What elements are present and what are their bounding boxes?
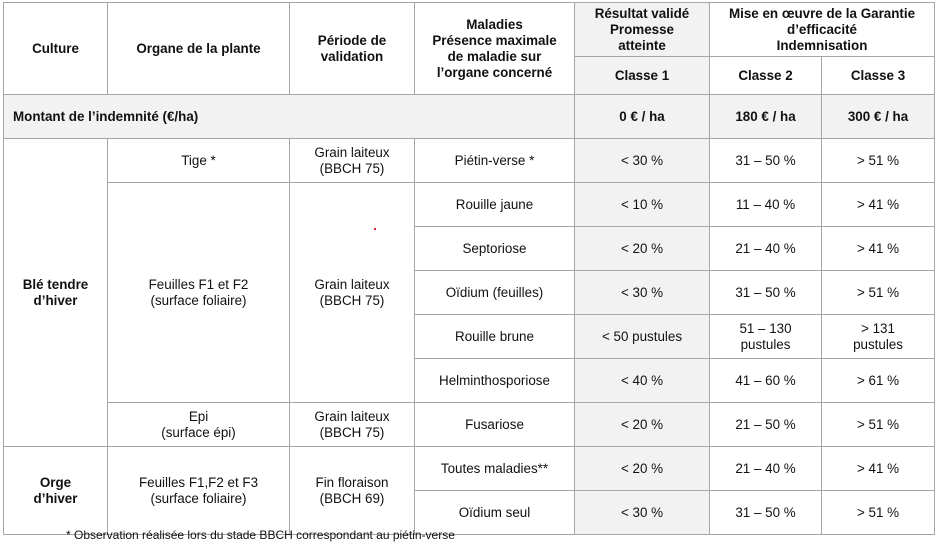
classe-2-value: 11 – 40 % bbox=[710, 183, 822, 227]
classe-3-value: > 51 % bbox=[822, 491, 935, 535]
classe-1-value: < 30 % bbox=[575, 491, 710, 535]
classe-1-value: < 40 % bbox=[575, 359, 710, 403]
classe-3-value: > 61 % bbox=[822, 359, 935, 403]
table-row bbox=[4, 139, 935, 183]
crop-ble: Blé tendre d’hiver bbox=[4, 139, 108, 447]
disease-name: Oïdium (feuilles) bbox=[415, 271, 575, 315]
period-grain-laiteux: Grain laiteux (BBCH 75) bbox=[290, 403, 415, 447]
classe-2-value: 21 – 40 % bbox=[710, 227, 822, 271]
classe-2-value: 41 – 60 % bbox=[710, 359, 822, 403]
period-fin-floraison: Fin floraison (BBCH 69) bbox=[290, 447, 415, 535]
disease-name: Oïdium seul bbox=[415, 491, 575, 535]
header-garantie: Mise en œuvre de la Garantie d’efficacité Indemnisation bbox=[710, 3, 935, 57]
classe-2-value: 21 – 40 % bbox=[710, 447, 822, 491]
footnote: * Observation réalisée lors du stade BBCH correspondant au piétin-verse bbox=[66, 528, 455, 542]
disease-name: Fusariose bbox=[415, 403, 575, 447]
classe-2-value: 31 – 50 % bbox=[710, 271, 822, 315]
classe-3-value: > 51 % bbox=[822, 403, 935, 447]
classe-1-value: < 20 % bbox=[575, 447, 710, 491]
header-periode: Période de validation bbox=[290, 3, 415, 95]
header-classe-2: Classe 2 bbox=[710, 57, 822, 95]
classe-1-value: < 30 % bbox=[575, 139, 710, 183]
period-grain-laiteux: Grain laiteux (BBCH 75) bbox=[290, 139, 415, 183]
header-classe-3: Classe 3 bbox=[822, 57, 935, 95]
disease-name: Piétin-verse * bbox=[415, 139, 575, 183]
classe-1-value: < 10 % bbox=[575, 183, 710, 227]
indemnite-label: Montant de l’indemnité (€/ha) bbox=[4, 95, 575, 139]
indemnification-table bbox=[3, 2, 935, 535]
indemnite-classe-2: 180 € / ha bbox=[710, 95, 822, 139]
classe-3-value: > 41 % bbox=[822, 183, 935, 227]
table-row bbox=[4, 183, 935, 227]
stray-mark bbox=[374, 228, 376, 230]
table-row bbox=[4, 403, 935, 447]
organ-tige: Tige * bbox=[108, 139, 290, 183]
classe-1-value: < 50 pustules bbox=[575, 315, 710, 359]
classe-1-value: < 30 % bbox=[575, 271, 710, 315]
header-organe: Organe de la plante bbox=[108, 3, 290, 95]
indemnite-classe-1: 0 € / ha bbox=[575, 95, 710, 139]
classe-1-value: < 20 % bbox=[575, 403, 710, 447]
disease-name: Septoriose bbox=[415, 227, 575, 271]
header-resultat: Résultat validé Promesse atteinte bbox=[575, 3, 710, 57]
classe-1-value: < 20 % bbox=[575, 227, 710, 271]
header-classe-1: Classe 1 bbox=[575, 57, 710, 95]
disease-name: Rouille brune bbox=[415, 315, 575, 359]
header-maladies: Maladies Présence maximale de maladie sur l’organe concerné bbox=[415, 3, 575, 95]
classe-2-value: 21 – 50 % bbox=[710, 403, 822, 447]
classe-2-value: 31 – 50 % bbox=[710, 139, 822, 183]
classe-2-value: 31 – 50 % bbox=[710, 491, 822, 535]
classe-2-value: 51 – 130 pustules bbox=[710, 315, 822, 359]
disease-name: Toutes maladies** bbox=[415, 447, 575, 491]
organ-feuilles-f1-f2-f3: Feuilles F1,F2 et F3 (surface foliaire) bbox=[108, 447, 290, 535]
header-culture: Culture bbox=[4, 3, 108, 95]
classe-3-value: > 131 pustules bbox=[822, 315, 935, 359]
crop-orge: Orge d’hiver bbox=[4, 447, 108, 535]
indemnite-classe-3: 300 € / ha bbox=[822, 95, 935, 139]
organ-epi: Epi (surface épi) bbox=[108, 403, 290, 447]
table-row bbox=[4, 447, 935, 491]
classe-3-value: > 41 % bbox=[822, 447, 935, 491]
disease-name: Rouille jaune bbox=[415, 183, 575, 227]
classe-3-value: > 51 % bbox=[822, 139, 935, 183]
classe-3-value: > 41 % bbox=[822, 227, 935, 271]
disease-name: Helminthosporiose bbox=[415, 359, 575, 403]
period-grain-laiteux: Grain laiteux (BBCH 75) bbox=[290, 183, 415, 403]
classe-3-value: > 51 % bbox=[822, 271, 935, 315]
organ-feuilles-f1-f2: Feuilles F1 et F2 (surface foliaire) bbox=[108, 183, 290, 403]
